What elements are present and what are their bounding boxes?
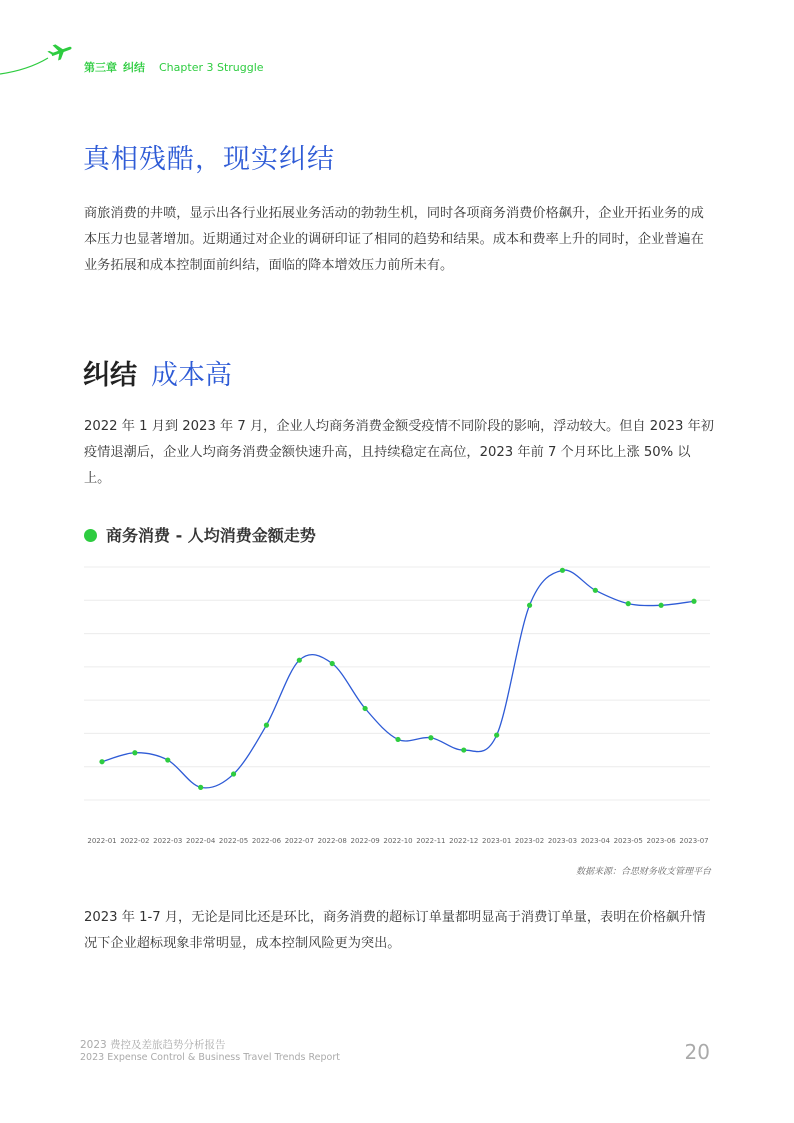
subsection-title-main: 纠结 — [83, 360, 137, 391]
chapter-number: 第三章 — [84, 61, 117, 74]
x-tick-label: 2022-01 — [87, 837, 117, 845]
subsection-title-sub: 成本高 — [151, 360, 232, 391]
x-tick-label: 2023-02 — [514, 837, 545, 845]
x-tick-label: 2022-10 — [383, 837, 413, 845]
x-tick-label: 2023-04 — [580, 837, 610, 845]
data-point-2022-12 — [461, 747, 466, 752]
x-tick-label: 2022-07 — [284, 837, 314, 845]
data-point-2022-08 — [330, 661, 335, 666]
data-point-2023-02 — [527, 603, 532, 608]
report-title-cn: 2023 费控及差旅趋势分析报告 — [80, 1039, 226, 1051]
x-tick-label: 2022-06 — [251, 837, 282, 845]
data-point-2023-01 — [494, 732, 499, 737]
x-tick-label: 2023-03 — [547, 837, 578, 845]
x-tick-label: 2022-05 — [218, 837, 249, 845]
section-title: 真相残酷，现实纠结 — [83, 144, 335, 175]
data-point-2022-06 — [264, 723, 269, 728]
data-point-2022-04 — [198, 785, 203, 790]
x-tick-label: 2022-02 — [120, 837, 150, 845]
data-point-2022-03 — [165, 757, 170, 762]
series-line — [102, 570, 694, 788]
data-point-2022-11 — [428, 735, 433, 740]
x-tick-label: 2022-09 — [350, 837, 380, 845]
data-point-2023-07 — [691, 599, 696, 604]
data-point-2022-01 — [99, 759, 104, 764]
data-point-2023-06 — [659, 603, 664, 608]
conclusion-paragraph: 2023 年 1-7 月，无论是同比还是环比，商务消费的超标订单量都明显高于消费订单量，表明在价格飙升情况下企业超标现象非常明显，成本控制风险更为突出。 — [84, 910, 706, 951]
data-point-2022-09 — [363, 706, 368, 711]
data-point-2023-05 — [626, 601, 631, 606]
data-point-2022-02 — [132, 750, 137, 755]
x-tick-label: 2023-06 — [646, 837, 676, 845]
intro-paragraph: 商旅消费的井喷，显示出各行业拓展业务活动的勃勃生机，同时各项商务消费价格飙升，企业开拓业务的成本压力也显著增加。近期通过对企业的调研印证了相同的趋势和结果。成本和费率上升的同时，企业普遍在业务拓展和成本控制面前纠结，面临的降本增效压力前所未有。 — [84, 206, 704, 273]
x-tick-label: 2023-05 — [613, 837, 643, 845]
chapter-english: Chapter 3 Struggle — [159, 61, 264, 74]
chart-title-text: 商务消费 - 人均消费金额走势 — [106, 526, 316, 545]
x-tick-label: 2022-04 — [186, 837, 216, 845]
page-number: 20 — [684, 1040, 710, 1064]
x-tick-label: 2022-11 — [416, 837, 446, 845]
data-point-2022-10 — [395, 737, 400, 742]
data-source: 数据来源：合思财务收支管理平台 — [575, 867, 711, 877]
x-tick-label: 2023-07 — [679, 837, 709, 845]
cost-paragraph: 2022 年 1 月到 2023 年 7 月，企业人均商务消费金额受疫情不同阶段的影响，浮动较大。但自 2023 年初疫情退潮后，企业人均商务消费金额快速升高，且持续稳定在高位，2023 年前 7 个月环比上涨 50% 以上。 — [84, 419, 714, 486]
data-point-2022-07 — [297, 658, 302, 663]
data-point-2022-05 — [231, 771, 236, 776]
data-point-2023-04 — [593, 588, 598, 593]
x-tick-label: 2022-12 — [449, 837, 479, 845]
x-tick-label: 2022-03 — [153, 837, 183, 845]
x-tick-label: 2023-01 — [482, 837, 512, 845]
data-point-2023-03 — [560, 568, 565, 573]
report-title-en: 2023 Expense Control & Business Travel Trends Report — [80, 1052, 340, 1063]
x-tick-label: 2022-08 — [317, 837, 347, 845]
chapter-topic: 纠结 — [123, 61, 145, 74]
